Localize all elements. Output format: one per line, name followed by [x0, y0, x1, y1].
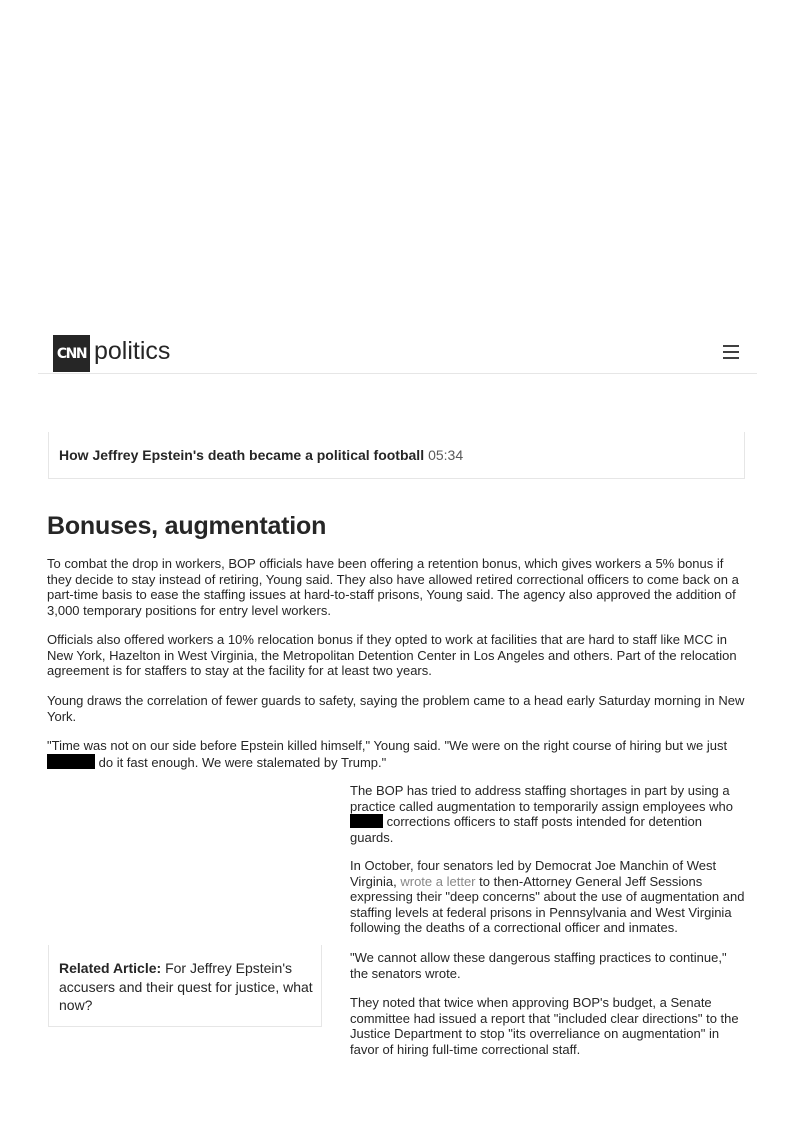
augmentation-part-2: corrections officers to staff posts intended for detention guards.: [350, 814, 702, 845]
section-name[interactable]: politics: [94, 337, 171, 365]
quote-part-1: "Time was not on our side before Epstein killed himself," Young said. "We were on the right course of hiring but we just: [47, 738, 728, 753]
video-duration: 05:34: [428, 447, 464, 463]
paragraph-relocation-bonus: Officials also offered workers a 10% relocation bonus if they opted to work at facilities that are hard to staff like MCC in New York, Hazelton in West Virginia, the Metropolitan Detention Center in Los Angeles and others. Part of the relocation agreement is for staffers to stay at the facility for at least two years.: [47, 632, 737, 679]
related-article-label: Related Article:: [59, 960, 162, 976]
paragraph-senate-report: They noted that twice when approving BOP's budget, a Senate committee had issued a report that "included clear directions" to the Justice Department to stop "its overreliance on augmentation" in favor of hiring full-time correctional staff.: [350, 995, 739, 1057]
paragraph-guards-safety: Young draws the correlation of fewer guards to safety, saying the problem came to a head early Saturday morning in New York.: [47, 693, 745, 724]
section-heading: Bonuses, augmentation: [47, 512, 327, 540]
related-article-title[interactable]: For Jeffrey Epstein's accusers and their quest for justice, what now?: [59, 960, 313, 1013]
video-card[interactable]: [48, 432, 745, 479]
letter-part-1: In October, four senators led by Democrat Joe Manchin of West Virginia,: [350, 858, 717, 889]
letter-part-2: to then-Attorney General Jeff Sessions expressing their "deep concerns" about the use of augmentation and staffing levels at federal prisons in Pennsylvania and West Virginia following the deaths of a correctional officer and inmates.: [350, 873, 745, 936]
cnn-logo[interactable]: CNN: [53, 335, 90, 372]
related-article-text: [59, 959, 314, 1015]
paragraph-senators-letter: [350, 858, 748, 936]
paragraph-young-quote: [47, 738, 750, 770]
quote-part-2: do it fast enough. We were stalemated by Trump.": [98, 754, 387, 770]
augmentation-part-1: The BOP has tried to address staffing shortages in part by using a practice called augmentation to temporarily assign employees who: [350, 783, 733, 814]
video-title-line: [59, 447, 463, 463]
wrote-a-letter-link[interactable]: wrote a letter: [400, 873, 476, 889]
paragraph-retention-bonus: To combat the drop in workers, BOP officials have been offering a retention bonus, which gives workers a 5% bonus if they decide to stay instead of retiring, Young said. They also have allowed retired correctional officers to come back on a part-time basis to ease the staffing issues at hard-to-staff prisons, Young said. The agency also approved the addition of 3,000 temporary positions for entry level workers.: [47, 556, 739, 618]
redaction-box: [350, 814, 383, 828]
hamburger-menu-icon[interactable]: [723, 345, 739, 359]
paragraph-senators-quote: "We cannot allow these dangerous staffing practices to continue," the senators wrote.: [350, 950, 727, 981]
related-article-card[interactable]: [48, 945, 322, 1027]
video-title[interactable]: How Jeffrey Epstein's death became a political football: [59, 447, 425, 463]
paragraph-augmentation: [350, 783, 748, 845]
site-header: [38, 333, 757, 374]
redaction-box: [47, 754, 95, 769]
